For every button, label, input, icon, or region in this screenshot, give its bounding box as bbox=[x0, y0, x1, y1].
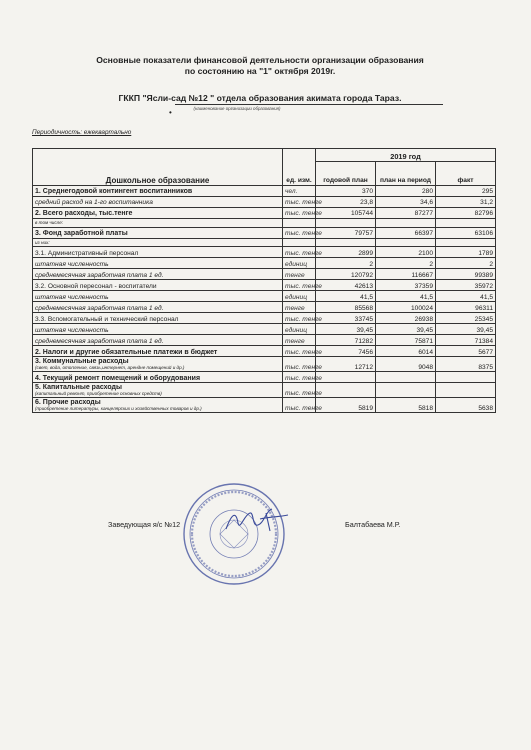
table-row bbox=[33, 269, 496, 280]
row-unit bbox=[283, 238, 316, 247]
row-period-plan bbox=[376, 219, 436, 228]
row-indicator-label: среднемесячная заработная плата 1 ед. bbox=[35, 337, 164, 345]
row-indicator bbox=[33, 291, 283, 302]
row-annual-plan: 71282 bbox=[316, 335, 376, 346]
row-fact: 5638 bbox=[436, 398, 496, 413]
row-fact bbox=[436, 372, 496, 383]
table-row bbox=[33, 219, 496, 228]
row-fact: 5677 bbox=[436, 346, 496, 357]
table-row bbox=[33, 383, 496, 398]
table-row bbox=[33, 186, 496, 197]
table-row bbox=[33, 313, 496, 324]
periodicity-label: Периодичность: ежеквартально bbox=[32, 129, 132, 136]
row-indicator-note: (свет, вода, отопление, связь,интернет, арендне помещений и др.) bbox=[35, 365, 185, 371]
row-period-plan: 39,45 bbox=[376, 324, 436, 335]
row-unit: тыс. тенге bbox=[283, 247, 316, 258]
row-indicator bbox=[33, 247, 283, 258]
row-fact: 82796 bbox=[436, 208, 496, 219]
row-indicator-label: 3. Фонд заработной платы bbox=[35, 230, 128, 237]
row-indicator bbox=[33, 269, 283, 280]
row-unit: тенге bbox=[283, 269, 316, 280]
row-annual-plan: 79757 bbox=[316, 227, 376, 238]
table-row bbox=[33, 291, 496, 302]
row-indicator-label: из них: bbox=[35, 239, 50, 245]
row-indicator bbox=[33, 238, 283, 247]
row-fact: 39,45 bbox=[436, 324, 496, 335]
header-fact: факт bbox=[436, 162, 496, 186]
row-fact: 31,2 bbox=[436, 197, 496, 208]
row-annual-plan: 85568 bbox=[316, 302, 376, 313]
table-row bbox=[33, 346, 496, 357]
row-fact: 41,5 bbox=[436, 291, 496, 302]
header-year: 2019 год bbox=[316, 149, 496, 162]
row-indicator bbox=[33, 313, 283, 324]
row-unit: тенге bbox=[283, 335, 316, 346]
row-unit: чел. bbox=[283, 186, 316, 197]
title-line-2: по состоянию на "1" октября 2019г. bbox=[184, 66, 336, 76]
row-fact: 99389 bbox=[436, 269, 496, 280]
table-row bbox=[33, 258, 496, 269]
row-indicator bbox=[33, 197, 283, 208]
row-period-plan bbox=[376, 238, 436, 247]
row-unit: тыс. тенге bbox=[283, 398, 316, 413]
table-row bbox=[33, 197, 496, 208]
row-annual-plan bbox=[316, 372, 376, 383]
row-indicator bbox=[33, 346, 283, 357]
table-row bbox=[33, 324, 496, 335]
row-fact bbox=[436, 238, 496, 247]
row-indicator-label: 4. Текущий ремонт помещений и оборудования bbox=[35, 374, 201, 382]
row-period-plan: 37359 bbox=[376, 280, 436, 291]
row-indicator-label: 1. Среднегодовой контингент воспитанников bbox=[35, 188, 193, 196]
row-annual-plan: 33745 bbox=[316, 313, 376, 324]
row-annual-plan: 120792 bbox=[316, 269, 376, 280]
organization-name: ГККП "Ясли-сад №12 " отдела образования акимата города Тараз. bbox=[118, 93, 402, 103]
row-unit: тыс. тенге bbox=[283, 372, 316, 383]
organization-caption: (наименование организации образования) bbox=[193, 106, 281, 111]
row-annual-plan bbox=[316, 238, 376, 247]
row-unit: тыс. тенге bbox=[283, 346, 316, 357]
row-unit: единиц bbox=[283, 291, 316, 302]
row-indicator-label: штатная численность bbox=[35, 326, 109, 334]
row-period-plan: 9048 bbox=[376, 357, 436, 372]
row-period-plan bbox=[376, 383, 436, 398]
row-unit bbox=[283, 219, 316, 228]
row-fact: 8375 bbox=[436, 357, 496, 372]
header-unit: ед. изм. bbox=[283, 149, 316, 186]
table-row bbox=[33, 302, 496, 313]
row-unit: единиц bbox=[283, 258, 316, 269]
financial-table bbox=[32, 148, 496, 413]
row-unit: тыс. тенге bbox=[283, 227, 316, 238]
row-annual-plan bbox=[316, 219, 376, 228]
row-indicator-label: 3. Коммунальные расходы bbox=[35, 357, 129, 365]
row-indicator-label: 2. Всего расходы, тыс.тенге bbox=[35, 210, 133, 218]
row-indicator-label: средний расход на 1-го воспитанника bbox=[35, 199, 153, 207]
row-period-plan: 87277 bbox=[376, 208, 436, 219]
row-indicator bbox=[33, 227, 283, 238]
row-indicator bbox=[33, 398, 283, 413]
row-annual-plan: 2899 bbox=[316, 247, 376, 258]
row-annual-plan: 105744 bbox=[316, 208, 376, 219]
row-indicator bbox=[33, 302, 283, 313]
row-indicator bbox=[33, 186, 283, 197]
row-period-plan: 34,6 bbox=[376, 197, 436, 208]
row-indicator-label: 5. Капитальные расходы bbox=[35, 383, 122, 391]
row-indicator-label: в том числе: bbox=[35, 220, 64, 225]
row-period-plan: 26938 bbox=[376, 313, 436, 324]
row-period-plan: 41,5 bbox=[376, 291, 436, 302]
row-unit: тыс. тенге bbox=[283, 357, 316, 372]
row-indicator-note: (капитальный ремонт, приобретение основных средств) bbox=[35, 391, 162, 397]
row-indicator-label: 6. Прочие расходы bbox=[35, 398, 101, 406]
row-indicator-label: среднемесячная заработная плата 1 ед. bbox=[35, 304, 164, 312]
row-indicator bbox=[33, 372, 283, 383]
table-row bbox=[33, 335, 496, 346]
row-unit: тыс. тенге bbox=[283, 313, 316, 324]
row-fact: 25345 bbox=[436, 313, 496, 324]
row-period-plan: 5818 bbox=[376, 398, 436, 413]
bullet-mark: • bbox=[169, 108, 172, 117]
row-annual-plan: 7456 bbox=[316, 346, 376, 357]
row-indicator bbox=[33, 208, 283, 219]
row-unit: единиц bbox=[283, 324, 316, 335]
row-unit: тыс. тенге bbox=[283, 208, 316, 219]
row-unit: тыс. тенге bbox=[283, 197, 316, 208]
row-annual-plan: 12712 bbox=[316, 357, 376, 372]
row-annual-plan: 39,45 bbox=[316, 324, 376, 335]
row-indicator-label: 3.1. Административный персонал bbox=[35, 249, 139, 257]
row-indicator bbox=[33, 219, 283, 228]
row-indicator-note: (приобретение литературы, канцелярских и хозяйственных товаров и др.) bbox=[35, 406, 202, 412]
row-period-plan: 100024 bbox=[376, 302, 436, 313]
row-indicator bbox=[33, 280, 283, 291]
row-period-plan: 116667 bbox=[376, 269, 436, 280]
row-annual-plan: 23,8 bbox=[316, 197, 376, 208]
table-row bbox=[33, 398, 496, 413]
signatory-role: Заведующая я/с №12 bbox=[108, 520, 181, 529]
row-indicator-label: штатная численность bbox=[35, 260, 109, 268]
row-period-plan: 2100 bbox=[376, 247, 436, 258]
handwritten-signature bbox=[222, 505, 292, 535]
table-row bbox=[33, 247, 496, 258]
row-indicator-label: среднемесячная заработная плата 1 ед. bbox=[35, 271, 164, 279]
row-unit: тыс. тенге bbox=[283, 383, 316, 398]
table-row bbox=[33, 357, 496, 372]
table-row bbox=[33, 238, 496, 247]
row-period-plan: 2 bbox=[376, 258, 436, 269]
row-annual-plan: 370 bbox=[316, 186, 376, 197]
row-fact: 63106 bbox=[436, 227, 496, 238]
row-unit: тенге bbox=[283, 302, 316, 313]
row-annual-plan: 5819 bbox=[316, 398, 376, 413]
organization-underline bbox=[175, 104, 443, 105]
row-fact: 2 bbox=[436, 258, 496, 269]
row-period-plan: 6014 bbox=[376, 346, 436, 357]
row-period-plan: 75871 bbox=[376, 335, 436, 346]
signatory-name: Балтабаева М.Р. bbox=[345, 520, 401, 529]
row-indicator-label: штатная численность bbox=[35, 293, 109, 301]
table-row bbox=[33, 208, 496, 219]
row-fact: 1789 bbox=[436, 247, 496, 258]
row-indicator bbox=[33, 357, 283, 372]
row-annual-plan: 2 bbox=[316, 258, 376, 269]
row-fact bbox=[436, 383, 496, 398]
title-line-1: Основные показатели финансовой деятельности организации образования bbox=[96, 55, 424, 65]
row-indicator bbox=[33, 324, 283, 335]
row-period-plan bbox=[376, 372, 436, 383]
row-indicator bbox=[33, 383, 283, 398]
document-title bbox=[60, 55, 460, 77]
row-fact: 71384 bbox=[436, 335, 496, 346]
row-indicator bbox=[33, 335, 283, 346]
row-indicator-label: 2. Налоги и другие обязательные платежи в бюджет bbox=[35, 348, 218, 356]
row-fact: 295 bbox=[436, 186, 496, 197]
header-indicator: Дошкольное образование bbox=[33, 149, 283, 186]
row-unit: тыс. тенге bbox=[283, 280, 316, 291]
row-annual-plan: 42613 bbox=[316, 280, 376, 291]
row-period-plan: 66397 bbox=[376, 227, 436, 238]
row-fact bbox=[436, 219, 496, 228]
row-annual-plan: 41,5 bbox=[316, 291, 376, 302]
table-row bbox=[33, 280, 496, 291]
table-row bbox=[33, 372, 496, 383]
table-row bbox=[33, 227, 496, 238]
row-indicator-label: 3.2. Основной пересонал - воспитатели bbox=[35, 282, 157, 290]
row-annual-plan bbox=[316, 383, 376, 398]
row-fact: 35972 bbox=[436, 280, 496, 291]
row-fact: 96311 bbox=[436, 302, 496, 313]
row-indicator bbox=[33, 258, 283, 269]
header-plan-year: годовой план bbox=[316, 162, 376, 186]
header-plan-period: план на период bbox=[376, 162, 436, 186]
row-indicator-label: 3.3. Вспомогательный и технический персонал bbox=[35, 315, 179, 323]
row-period-plan: 280 bbox=[376, 186, 436, 197]
